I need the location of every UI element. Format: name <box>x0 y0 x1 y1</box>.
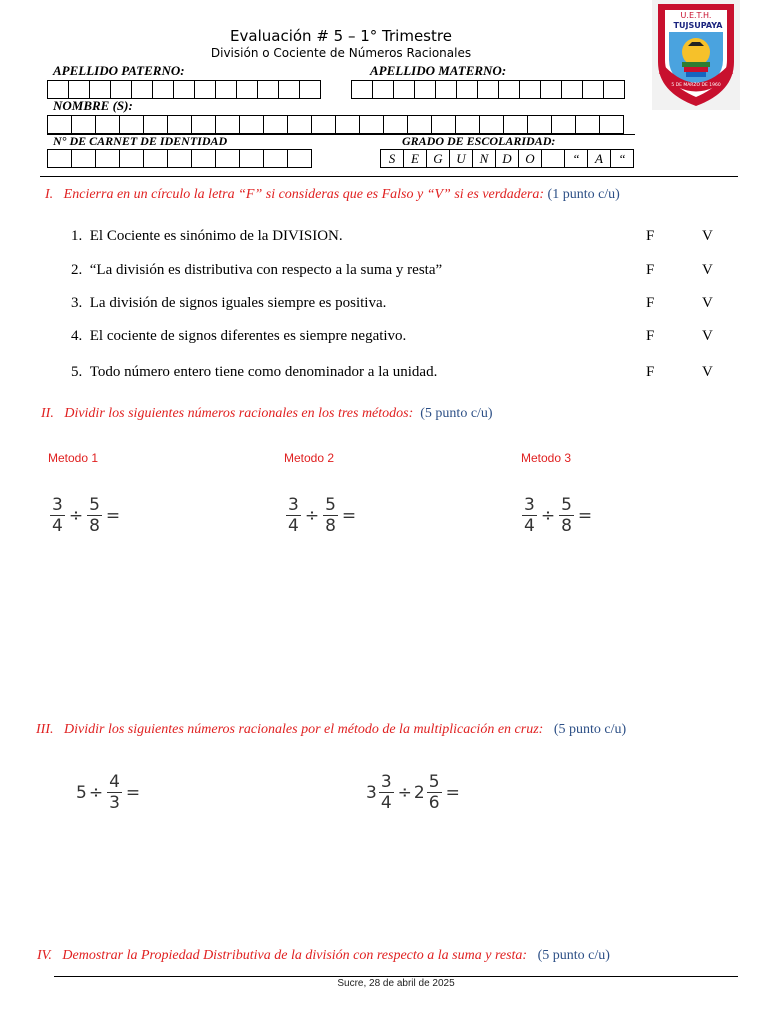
numerator: 3 <box>524 495 535 515</box>
section-1-numeral: I. <box>45 187 54 202</box>
whole-number: 2 <box>413 782 425 803</box>
logo-top-text: U.E.T.H. <box>680 11 712 20</box>
section-2-heading <box>41 406 493 422</box>
apellido-materno-label: APELLIDO MATERNO: <box>370 63 507 78</box>
question-number: 1. <box>71 228 83 244</box>
grado-letter: N <box>472 149 496 168</box>
numerator: 3 <box>380 772 392 792</box>
grado-letter: S <box>380 149 404 168</box>
section-2-points: (5 punto c/u) <box>420 406 493 421</box>
school-shield-logo <box>652 0 740 110</box>
page-subtitle: División o Cociente de Números Racionales <box>210 46 472 60</box>
grado-letter: “ <box>564 149 588 168</box>
cross-expression-1 <box>76 772 142 813</box>
numerator: 5 <box>325 495 336 515</box>
true-option[interactable]: V <box>702 364 713 380</box>
true-option[interactable]: V <box>702 328 713 344</box>
denominator: 4 <box>524 516 535 536</box>
grado-letter: A <box>587 149 611 168</box>
equals-sign: = <box>105 505 121 526</box>
question-number: 2. <box>71 262 83 278</box>
question-text: “La división es distributiva con respecto a la suma y resta” <box>89 262 443 278</box>
question-item <box>71 228 343 245</box>
false-option[interactable]: F <box>646 295 655 311</box>
denominator: 8 <box>325 516 336 536</box>
method-3-expression <box>520 495 594 536</box>
division-sign: ÷ <box>88 782 104 803</box>
numerator: 3 <box>52 495 63 515</box>
question-number: 3. <box>71 295 83 311</box>
true-option[interactable]: V <box>702 295 713 311</box>
division-sign: ÷ <box>540 505 556 526</box>
section-1-text: Encierra en un círculo la letra “F” si consideras que es Falso y “V” si es verdadera: <box>63 187 545 202</box>
method-3-label: Metodo 3 <box>521 451 572 465</box>
numerator: 5 <box>428 772 440 792</box>
grado-letter: “ <box>610 149 634 168</box>
true-option[interactable]: V <box>702 228 713 244</box>
question-number: 4. <box>71 328 83 344</box>
section-3-numeral: III. <box>36 722 54 737</box>
apellido-materno-boxes[interactable] <box>351 80 624 99</box>
whole-number: 5 <box>76 782 87 803</box>
section-4-numeral: IV. <box>37 948 52 963</box>
question-text: El Cociente es sinónimo de la DIVISION. <box>89 228 343 244</box>
header-divider <box>40 176 738 177</box>
whole-number: 3 <box>366 782 377 803</box>
cross-expression-2 <box>366 772 462 813</box>
section-4-points: (5 punto c/u) <box>537 948 610 963</box>
section-2-text: Dividir los siguientes números racionales en los tres métodos: <box>64 406 414 421</box>
grado-letter: G <box>426 149 450 168</box>
carnet-boxes[interactable] <box>47 149 311 168</box>
section-1-points: (1 punto c/u) <box>547 187 620 202</box>
question-text: La división de signos iguales siempre es positiva. <box>89 295 387 311</box>
denominator: 3 <box>109 793 120 813</box>
grado-letter: D <box>495 149 519 168</box>
grado-letter: U <box>449 149 473 168</box>
question-number: 5. <box>71 364 83 380</box>
denominator: 4 <box>380 793 392 813</box>
grado-boxes[interactable] <box>380 149 633 168</box>
section-3-heading <box>36 722 626 738</box>
section-4-heading <box>37 948 610 964</box>
section-4-text: Demostrar la Propiedad Distributiva de la división con respecto a la suma y resta: <box>62 948 528 963</box>
nombre-boxes[interactable] <box>47 115 623 134</box>
equals-sign: = <box>341 505 357 526</box>
question-item <box>71 328 406 345</box>
true-option[interactable]: V <box>702 262 713 278</box>
grado-letter: E <box>403 149 427 168</box>
nombre-label: NOMBRE (S): <box>53 98 133 113</box>
question-text: El cociente de signos diferentes es siempre negativo. <box>89 328 407 344</box>
method-1-expression <box>48 495 122 536</box>
numerator: 5 <box>89 495 100 515</box>
page-title: Evaluación # 5 – 1° Trimestre <box>230 27 452 45</box>
denominator: 8 <box>89 516 100 536</box>
numerator: 5 <box>561 495 572 515</box>
denominator: 4 <box>52 516 63 536</box>
equals-sign: = <box>125 782 141 803</box>
grado-letter <box>541 149 565 168</box>
false-option[interactable]: F <box>646 262 655 278</box>
division-sign: ÷ <box>397 782 412 803</box>
division-sign: ÷ <box>68 505 84 526</box>
logo-date-text: 5 DE MARZO DE 1960 <box>671 83 721 88</box>
division-sign: ÷ <box>304 505 320 526</box>
footer-text: Sucre, 28 de abril de 2025 <box>337 978 455 989</box>
grado-label: GRADO DE ESCOLARIDAD: <box>402 134 556 148</box>
apellido-paterno-label: APELLIDO PATERNO: <box>53 63 185 78</box>
method-2-label: Metodo 2 <box>284 451 335 465</box>
equals-sign: = <box>577 505 593 526</box>
footer-divider <box>54 976 738 977</box>
grado-letter: O <box>518 149 542 168</box>
false-option[interactable]: F <box>646 364 655 380</box>
question-text: Todo número entero tiene como denominador a la unidad. <box>89 364 438 380</box>
section-3-points: (5 punto c/u) <box>553 722 627 737</box>
carnet-label: N° DE CARNET DE IDENTIDAD <box>53 134 228 148</box>
denominator: 8 <box>561 516 572 536</box>
question-item <box>71 364 437 381</box>
equals-sign: = <box>445 782 460 803</box>
numerator: 4 <box>109 772 120 792</box>
section-3-text: Dividir los siguientes números racionales por el método de la multiplicación en cruz: <box>64 722 544 737</box>
numerator: 3 <box>288 495 299 515</box>
denominator: 4 <box>288 516 299 536</box>
apellido-paterno-boxes[interactable] <box>47 80 320 99</box>
logo-name-text: TUJSUPAYA <box>673 21 723 30</box>
method-1-label: Metodo 1 <box>48 451 99 465</box>
denominator: 6 <box>428 793 440 813</box>
method-2-expression <box>284 495 358 536</box>
false-option[interactable]: F <box>646 228 655 244</box>
question-item <box>71 295 386 312</box>
question-item <box>71 262 442 279</box>
false-option[interactable]: F <box>646 328 655 344</box>
section-1-heading <box>45 187 620 203</box>
section-2-numeral: II. <box>41 406 54 421</box>
